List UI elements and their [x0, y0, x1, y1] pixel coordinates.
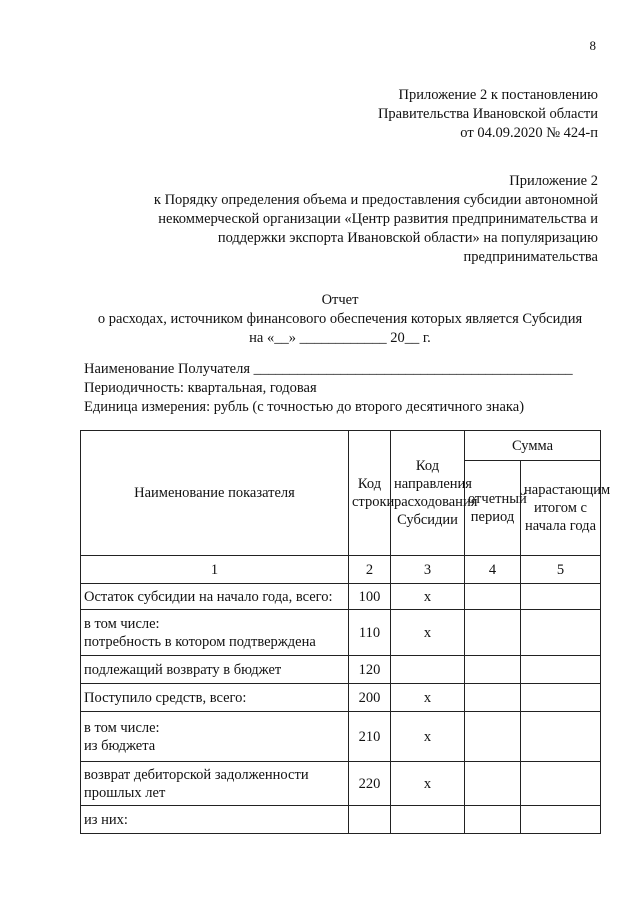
appendix-procedure-line: к Порядку определения объема и предоставления субсидии автономной	[153, 192, 598, 208]
appendix-procedure-line: предпринимательства	[463, 249, 598, 265]
table-row	[81, 806, 601, 834]
header-row-code: Код строки	[349, 431, 391, 556]
row-direction: х	[391, 712, 465, 762]
report-title	[80, 291, 600, 348]
row-cumulative-value	[521, 762, 601, 806]
row-direction	[391, 806, 465, 834]
header-sum: Сумма	[465, 431, 601, 461]
row-cumulative-value	[521, 712, 601, 762]
row-period-value	[465, 712, 521, 762]
header-direction-code: Код направления расходования Субсидии	[391, 431, 465, 556]
column-number: 1	[81, 556, 349, 584]
row-code: 210	[349, 712, 391, 762]
row-indicator: Поступило средств, всего:	[81, 684, 349, 712]
column-number: 5	[521, 556, 601, 584]
table-row	[81, 584, 601, 610]
row-direction: х	[391, 584, 465, 610]
row-direction: х	[391, 610, 465, 656]
table-row	[81, 610, 601, 656]
row-period-value	[465, 684, 521, 712]
row-direction: х	[391, 684, 465, 712]
page-number: 8	[589, 38, 596, 53]
header-indicator: Наименование показателя	[81, 431, 349, 556]
appendix-resolution-line: от 04.09.2020 № 424-п	[460, 125, 598, 141]
table-row	[81, 712, 601, 762]
row-indicator: из них:	[81, 806, 349, 834]
table-row	[81, 684, 601, 712]
row-cumulative-value	[521, 584, 601, 610]
report-title-main: Отчет	[321, 292, 359, 308]
row-code: 120	[349, 656, 391, 684]
appendix-resolution-block	[250, 86, 598, 143]
row-indicator: в том числе: потребность в котором подтверждена	[81, 610, 349, 656]
appendix-procedure-block	[90, 172, 598, 267]
row-period-value	[465, 610, 521, 656]
header-cumulative: нарастающим итогом с начала года	[521, 461, 601, 556]
report-title-subject: о расходах, источником финансового обеспечения которых является Субсидия	[97, 311, 583, 327]
appendix-procedure-line: поддержки экспорта Ивановской области» на популяризацию	[217, 230, 598, 246]
row-cumulative-value	[521, 684, 601, 712]
row-indicator: подлежащий возврату в бюджет	[81, 656, 349, 684]
row-indicator: в том числе: из бюджета	[81, 712, 349, 762]
column-number: 4	[465, 556, 521, 584]
table-row	[81, 656, 601, 684]
row-indicator: Остаток субсидии на начало года, всего:	[81, 584, 349, 610]
appendix-procedure-line: Приложение 2	[509, 173, 598, 189]
row-code: 100	[349, 584, 391, 610]
report-table	[80, 430, 611, 834]
header-reporting-period: отчетный период	[465, 461, 521, 556]
recipient-name-field: Наименование Получателя ____________________________________________	[84, 361, 573, 377]
row-code: 110	[349, 610, 391, 656]
row-cumulative-value	[521, 610, 601, 656]
appendix-resolution-line: Приложение 2 к постановлению	[398, 87, 598, 103]
row-period-value	[465, 656, 521, 684]
report-meta	[84, 360, 604, 417]
row-code	[349, 806, 391, 834]
row-period-value	[465, 584, 521, 610]
row-cumulative-value	[521, 806, 601, 834]
row-direction	[391, 656, 465, 684]
unit-of-measure-text: Единица измерения: рубль (с точностью до второго десятичного знака)	[84, 399, 525, 415]
row-code: 220	[349, 762, 391, 806]
row-indicator: возврат дебиторской задолженности прошлых лет	[81, 762, 349, 806]
row-cumulative-value	[521, 656, 601, 684]
row-code: 200	[349, 684, 391, 712]
periodicity-text: Периодичность: квартальная, годовая	[84, 380, 317, 396]
column-number: 2	[349, 556, 391, 584]
appendix-procedure-line: некоммерческой организации «Центр развития предпринимательства и	[158, 211, 598, 227]
appendix-resolution-line: Правительства Ивановской области	[377, 106, 598, 122]
row-direction: х	[391, 762, 465, 806]
row-period-value	[465, 806, 521, 834]
table-row	[81, 762, 601, 806]
report-title-date: на «__» ____________ 20__ г.	[249, 330, 431, 346]
column-number: 3	[391, 556, 465, 584]
row-period-value	[465, 762, 521, 806]
